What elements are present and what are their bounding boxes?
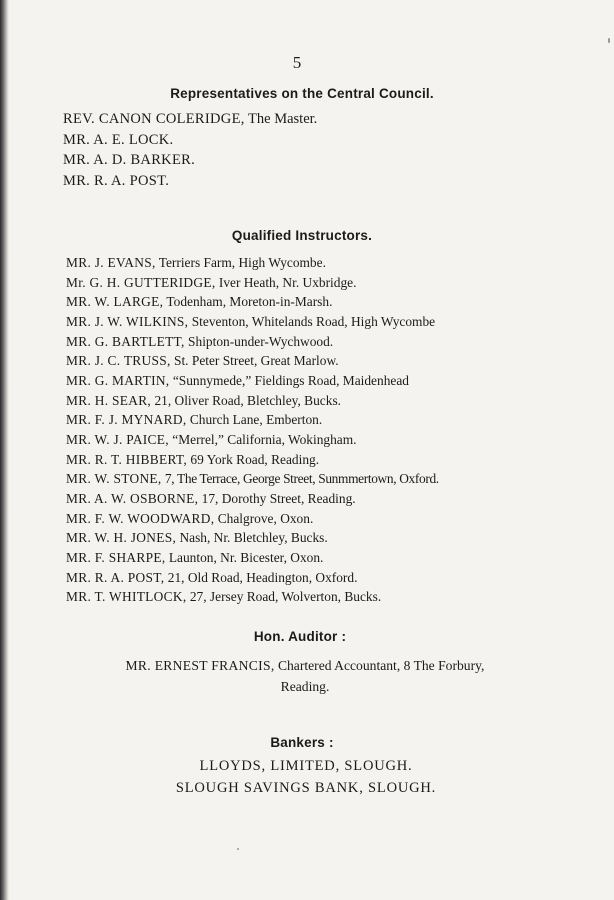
list-item [66,568,439,588]
member-name: MR. R. A. POST, [66,569,165,585]
member-detail: 17, Dorothy Street, Reading. [201,490,356,506]
list-item [66,371,439,391]
member-name: MR. G. BARTLETT, [66,333,185,349]
instructors-list [66,253,439,607]
member-name: MR. F. SHARPE, [66,549,166,565]
member-detail: 21, Old Road, Headington, Oxford. [167,569,358,585]
council-list [63,109,317,191]
member-name: REV. CANON COLERIDGE, [63,111,245,127]
member-name: MR. H. SEAR, [66,392,152,408]
member-detail: Nash, Nr. Bletchley, Bucks. [179,530,328,546]
council-heading: Representatives on the Central Council. [170,86,434,101]
auditor-town: Reading. [280,679,330,694]
member-detail: Terriers Farm, High Wycombe. [158,255,326,270]
member-name: MR. J. EVANS, [66,255,156,270]
list-item [63,171,317,192]
member-name: MR. F. J. MYNARD, [66,412,187,428]
member-detail: 21, Oliver Road, Bletchley, Bucks. [154,392,342,408]
list-item [66,509,439,529]
list-item [66,430,439,450]
member-detail: Todenham, Moreton-in-Marsh. [166,294,333,310]
paper-speck [237,848,239,850]
auditor-name: MR. ERNEST FRANCIS, [125,658,275,673]
member-name: Mr. G. H. GUTTERIDGE, [66,274,216,290]
member-detail: Steventon, Whitelands Road, High Wycombe [191,313,436,329]
member-detail: St. Peter Street, Great Marlow. [174,353,339,369]
list-item [66,391,439,411]
member-detail: Shipton-under-Wychwood. [188,333,334,349]
bank-line: SLOUGH SAVINGS BANK, SLOUGH. [175,780,437,796]
instructors-heading: Qualified Instructors. [231,228,373,243]
auditor-entry [60,655,550,697]
list-item [66,450,439,470]
page-number: 5 [292,53,302,72]
member-detail: “Merrel,” California, Wokingham. [172,431,357,447]
list-item [66,273,439,293]
member-detail: Chalgrove, Oxon. [217,510,314,526]
member-name: MR. A. W. OSBORNE, [66,490,199,506]
paper-speck [608,38,610,43]
member-detail: 27, Jersey Road, Wolverton, Bucks. [189,589,382,605]
member-name: MR. W. LARGE, [66,294,164,310]
member-detail: Launton, Nr. Bicester, Oxon. [168,549,324,565]
list-item [66,351,439,371]
list-item [66,332,439,352]
member-name: MR. T. WHITLOCK, [66,589,187,605]
list-item [66,410,439,430]
list-item [66,548,439,568]
member-name: MR. R. A. POST. [63,172,170,189]
member-name: MR. F. W. WOODWARD, [66,510,215,526]
list-item [66,587,439,607]
bankers-heading: Bankers : [270,735,334,750]
member-name: MR. A. E. LOCK. [63,131,174,148]
list-item [66,469,439,489]
auditor-heading: Hon. Auditor : [253,629,347,644]
member-detail: 69 York Road, Reading. [190,451,320,467]
member-name: MR. R. T. HIBBERT, [66,451,188,467]
member-detail: Church Lane, Emberton. [189,412,323,428]
member-name: MR. W. J. PAICE, [66,431,169,447]
member-detail: “Sunnymede,” Fieldings Road, Maidenhead [172,372,409,388]
auditor-detail: Chartered Accountant, 8 The Forbury, [277,658,485,673]
list-item [66,292,439,312]
member-name: MR. W. STONE, [66,471,162,487]
list-item [63,130,317,151]
member-name: MR. J. C. TRUSS, [66,353,171,369]
member-detail: 7, The Terrace, George Street, Sunmmertown, Oxford. [164,471,439,487]
member-detail: The Master. [248,111,318,127]
list-item [63,150,317,171]
member-name: MR. A. D. BARKER. [63,152,195,168]
list-item [66,528,439,548]
list-item [63,109,317,130]
member-name: MR. G. MARTIN, [66,372,170,388]
member-name: MR. J. W. WILKINS, [66,313,189,329]
bank-line: LLOYDS, LIMITED, SLOUGH. [199,758,413,774]
list-item [66,312,439,332]
member-name: MR. W. H. JONES, [66,530,177,546]
list-item [66,253,439,273]
member-detail: Iver Heath, Nr. Uxbridge. [218,274,357,290]
list-item [66,489,439,509]
